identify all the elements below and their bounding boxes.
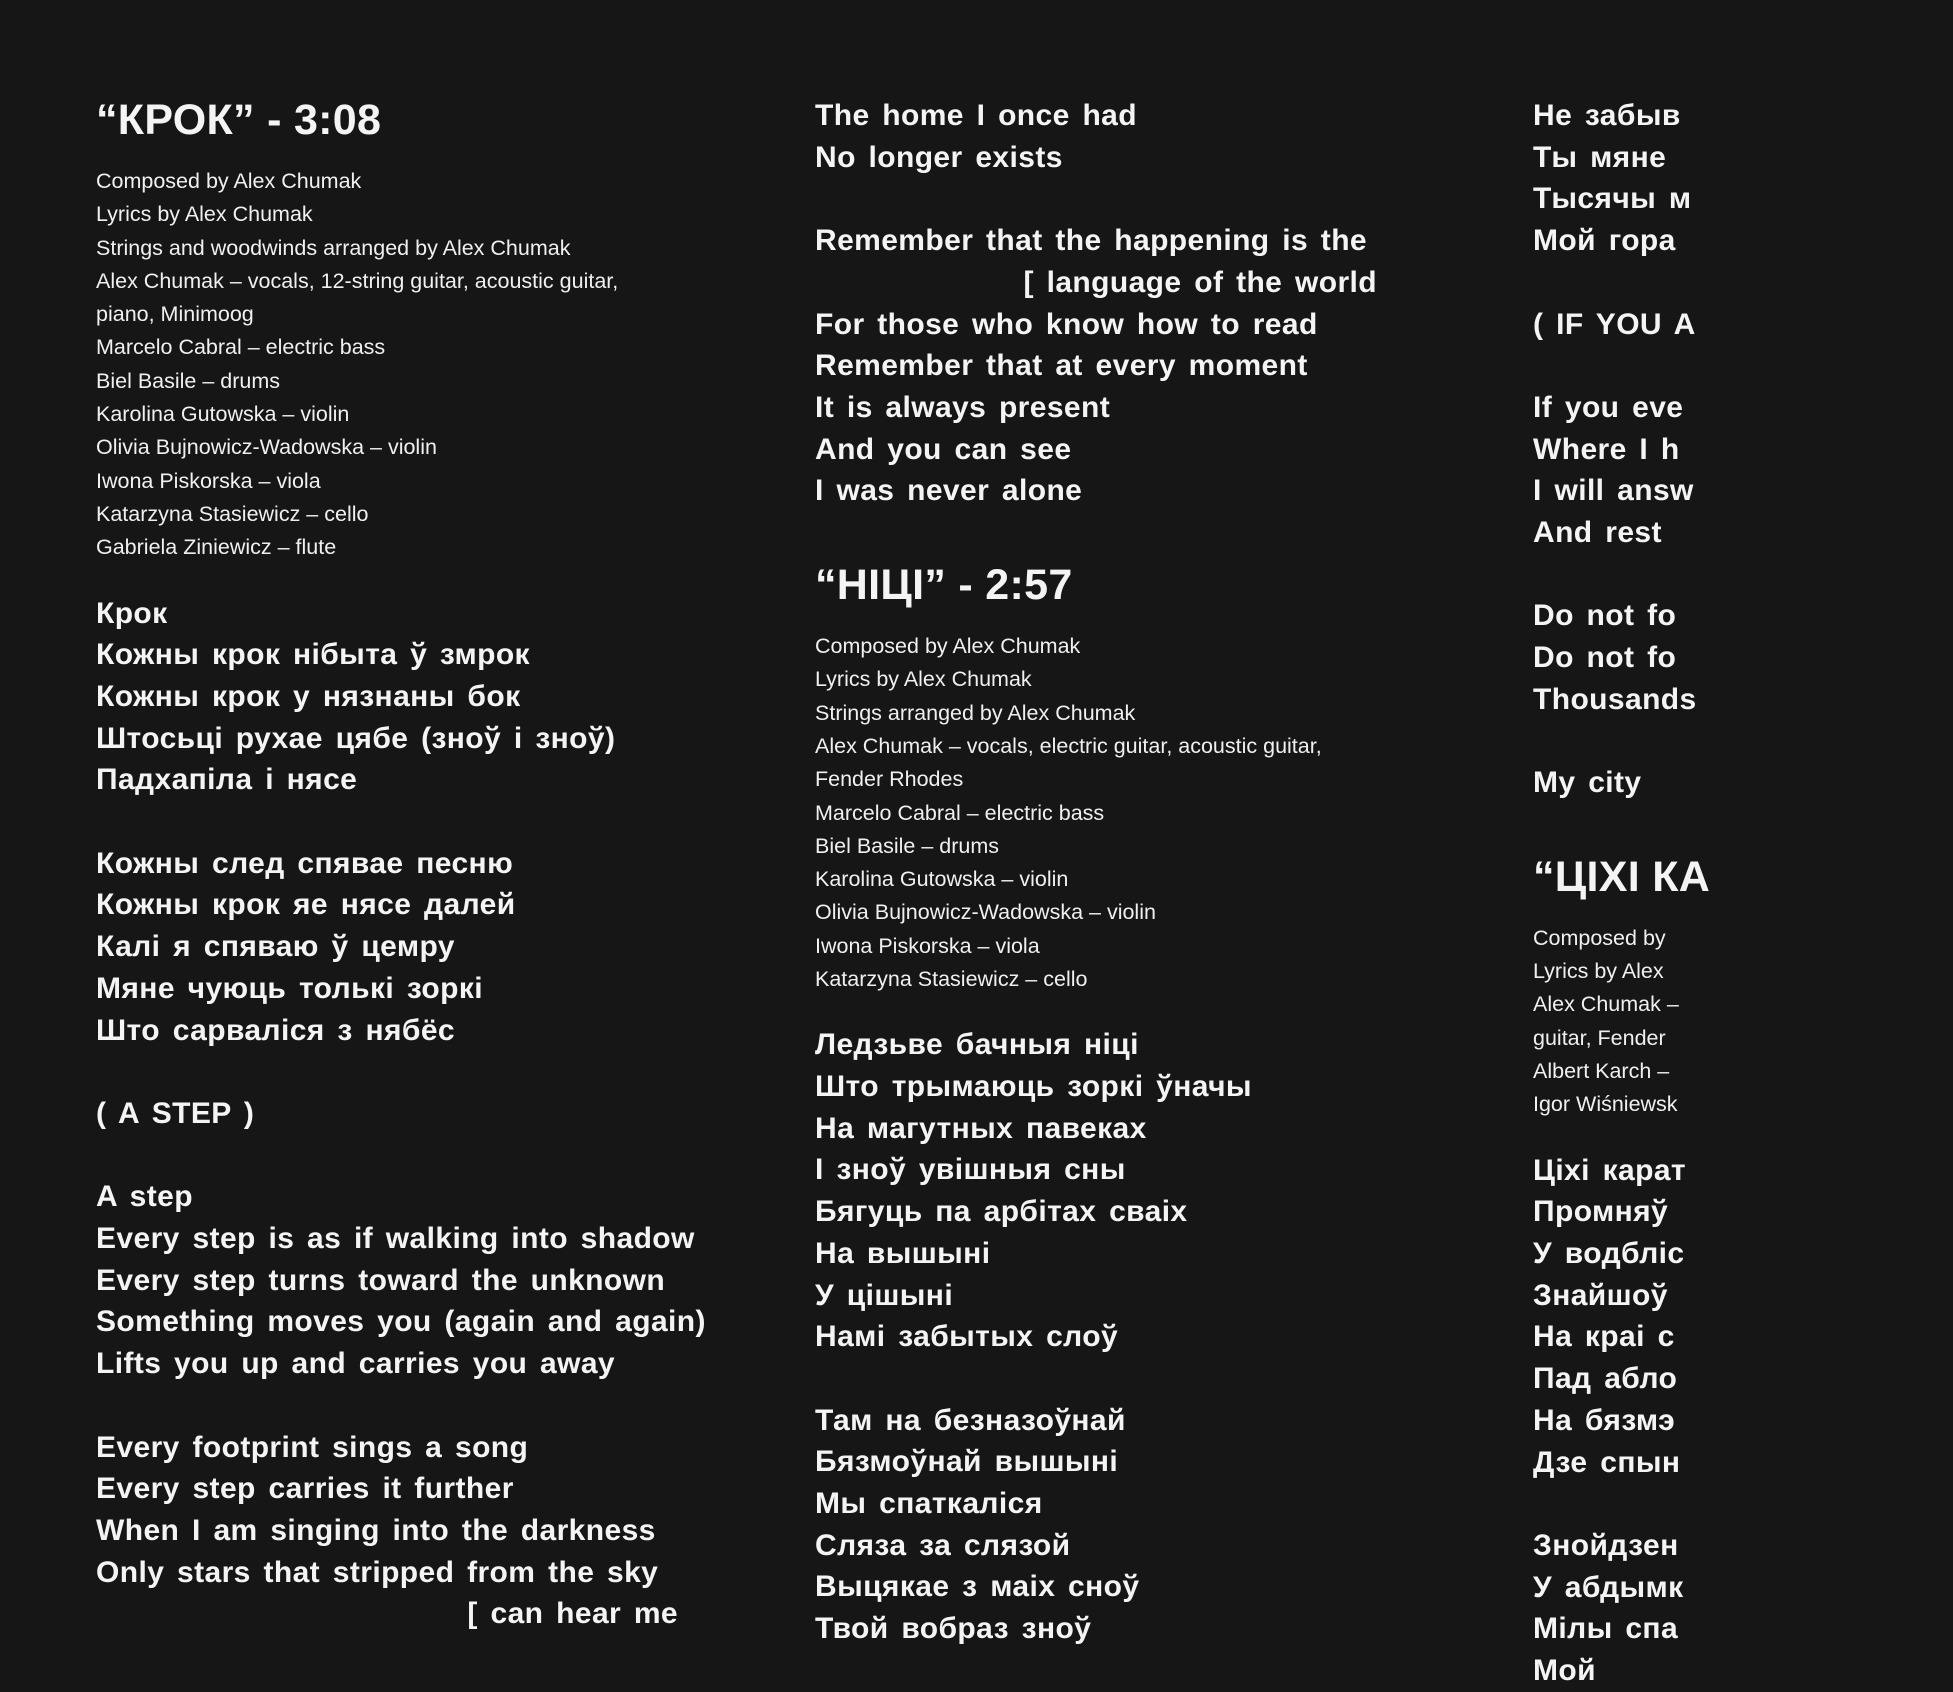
lyrics-stanza — [1533, 762, 1953, 804]
credit-line: piano, Minimoog — [96, 302, 254, 327]
credit-line: Lyrics by Alex Chumak — [96, 202, 313, 227]
lyric-line: Only stars that stripped from the sky — [96, 1555, 659, 1589]
credit-line: Karolina Gutowska – violin — [96, 402, 350, 427]
column-middle — [815, 0, 1395, 1650]
lyrics-stanza — [1533, 595, 1953, 720]
lyric-line: Lifts you up and carries you away — [96, 1347, 616, 1381]
lyric-line: I was never alone — [815, 474, 1083, 508]
credit-line: Biel Basile – drums — [96, 368, 281, 393]
lyrics-stanza — [1533, 1150, 1953, 1484]
lyric-line: And you can see — [815, 432, 1072, 466]
lyric-line: Where I h — [1533, 432, 1680, 466]
credit-line: Alex Chumak – vocals, 12-string guitar, acoustic guitar, — [96, 268, 619, 293]
credit-line: Olivia Bujnowicz-Wadowska – violin — [815, 900, 1156, 925]
lyric-line: На вышыні — [815, 1236, 991, 1270]
lyric-line: Кожны след спявае песню — [96, 846, 514, 880]
lyric-line: Штосьці рухае цябе (зноў і зноў) — [96, 721, 616, 755]
credit-line: Katarzyna Stasiewicz – cello — [815, 966, 1088, 991]
lyric-line: У цішыні — [815, 1278, 954, 1312]
lyric-line: For those who know how to read — [815, 307, 1318, 341]
credits-nitsi — [815, 630, 1395, 996]
lyric-line: Бягуць па арбітах сваіх — [815, 1195, 1188, 1229]
lyric-line: Remember that at every moment — [815, 349, 1308, 383]
credit-line: guitar, Fender — [1533, 1025, 1666, 1050]
column-right — [1533, 0, 1953, 1692]
lyric-line: Мы спаткаліся — [815, 1487, 1043, 1520]
lyric-line: І зноў увішныя сны — [815, 1153, 1126, 1187]
lyric-line: Every footprint sings a song — [96, 1430, 529, 1464]
lyric-line: Не забыв — [1533, 99, 1681, 132]
lyric-line: Ледзьве бачныя ніці — [815, 1028, 1139, 1062]
lyric-line: На краі с — [1533, 1320, 1675, 1354]
lyric-line: Тысячы м — [1533, 182, 1692, 216]
lyric-line: На бязмэ — [1533, 1403, 1676, 1437]
lyric-line: And rest — [1533, 516, 1662, 549]
lyric-line: Дзе спын — [1533, 1445, 1681, 1479]
credit-line: Olivia Bujnowicz-Wadowska – violin — [96, 435, 437, 460]
credit-line: Iwona Piskorska – viola — [815, 933, 1040, 958]
lyric-line: Кожны крок яе нясе далей — [96, 888, 516, 922]
lyric-line: Ты мяне — [1533, 140, 1667, 174]
translation-heading: ( IF YOU A — [1533, 307, 1696, 341]
lyric-line: Мілы спа — [1533, 1612, 1679, 1646]
lyric-line: No longer exists — [815, 140, 1063, 174]
lyric-line: Падхапіла і нясе — [96, 763, 358, 797]
lyric-line: Пад абло — [1533, 1362, 1678, 1396]
lyric-line: Выцякае з маіх сноў — [815, 1570, 1140, 1604]
credit-line: Alex Chumak – vocals, electric guitar, acoustic guitar, — [815, 733, 1322, 758]
lyric-line: Every step turns toward the unknown — [96, 1263, 666, 1297]
lyrics-stanza — [1533, 387, 1953, 554]
lyric-line: A step — [96, 1180, 193, 1214]
credit-line: Marcelo Cabral – electric bass — [815, 800, 1105, 825]
lyric-line: Every step is as if walking into shadow — [96, 1222, 695, 1256]
lyric-line: У водбліс — [1533, 1237, 1685, 1271]
credit-line: Strings and woodwinds arranged by Alex Chumak — [96, 235, 571, 260]
lyrics-stanza — [96, 593, 736, 802]
lyric-line: [ can hear me — [467, 1597, 678, 1631]
lyric-line: У абдымк — [1533, 1570, 1684, 1604]
lyric-line: Remember that the happening is the — [815, 224, 1368, 258]
lyric-line: Кожны крок у нязнаны бок — [96, 679, 521, 713]
lyrics-stanza — [815, 1400, 1395, 1650]
credit-line: Strings arranged by Alex Chumak — [815, 700, 1136, 725]
credit-line: Composed by — [1533, 925, 1666, 950]
credit-line: Albert Karch – — [1533, 1059, 1670, 1084]
lyric-line: Намі забытых слоў — [815, 1320, 1119, 1354]
credit-line: Gabriela Ziniewicz – flute — [96, 535, 337, 560]
song-title-krok: “КРОК” - 3:08 — [96, 96, 382, 144]
credit-line: Fender Rhodes — [815, 767, 964, 792]
credits-tsikhi — [1533, 922, 1953, 1122]
lyric-line: Знойдзен — [1533, 1528, 1679, 1562]
translation-heading: ( A STEP ) — [96, 1096, 255, 1130]
credit-line: Lyrics by Alex Chumak — [815, 667, 1032, 692]
lyric-line: Мяне чуюць толькі зоркі — [96, 971, 484, 1005]
credit-line: Marcelo Cabral – electric bass — [96, 335, 386, 360]
lyric-line: Кожны крок нібыта ў змрок — [96, 638, 530, 672]
lyric-line: I will answ — [1533, 474, 1694, 508]
credit-line: Composed by Alex Chumak — [815, 634, 1081, 659]
lyrics-stanza — [1533, 1525, 1953, 1692]
lyric-line: На магутных павеках — [815, 1111, 1147, 1145]
lyric-line: Калі я спяваю ў цемру — [96, 930, 455, 964]
song-title-nitsi: “НІЦІ” - 2:57 — [815, 561, 1073, 610]
lyric-line: [ language of the world — [1023, 265, 1377, 299]
lyric-line: Ціхі карат — [1533, 1153, 1687, 1187]
credit-line: Lyrics by Alex — [1533, 959, 1664, 984]
credits-krok — [96, 165, 736, 565]
lyric-line: Something moves you (again and again) — [96, 1305, 706, 1339]
credit-line: Iwona Piskorska – viola — [96, 468, 321, 493]
lyrics-stanza — [96, 1176, 736, 1385]
credit-line: Alex Chumak – — [1533, 992, 1679, 1017]
lyric-line: Сляза за слязой — [815, 1528, 1071, 1562]
lyric-line: If you eve — [1533, 390, 1684, 424]
lyric-line: Бязмоўнай вышыні — [815, 1445, 1119, 1479]
lyrics-stanza — [815, 220, 1377, 512]
lyrics-stanza — [96, 843, 736, 1052]
lyric-line: It is always present — [815, 390, 1111, 424]
lyric-line: Промняў — [1533, 1195, 1669, 1229]
lyric-line: When I am singing into the darkness — [96, 1513, 656, 1547]
lyric-line: Мой — [1533, 1654, 1596, 1688]
lyric-line: Крок — [96, 596, 168, 630]
lyrics-stanza — [1533, 95, 1953, 262]
credit-line: Karolina Gutowska – violin — [815, 867, 1069, 892]
lyric-line: Мой гора — [1533, 224, 1676, 258]
lyric-line: The home I once had — [815, 99, 1137, 132]
song-title-tsikhi: “ЦІХІ КА — [1533, 852, 1711, 901]
lyrics-stanza — [96, 1427, 678, 1636]
credit-line: Katarzyna Stasiewicz – cello — [96, 501, 369, 526]
lyric-line: My city — [1533, 766, 1642, 800]
column-left — [96, 0, 736, 1635]
lyric-line: Твой вобраз зноў — [815, 1612, 1092, 1646]
lyric-line: Do not fo — [1533, 641, 1677, 675]
lyric-line: Thousands — [1533, 682, 1697, 716]
lyrics-stanza — [815, 95, 1395, 178]
lyric-line: Што трымаюць зоркі ўначы — [815, 1069, 1252, 1103]
lyric-line: Do not fo — [1533, 599, 1677, 633]
lyric-line: Знайшоў — [1533, 1278, 1668, 1312]
lyrics-stanza — [815, 1024, 1395, 1358]
credit-line: Igor Wiśniewsk — [1533, 1092, 1678, 1117]
credit-line: Biel Basile – drums — [815, 833, 1000, 858]
lyric-line: Там на безназоўнай — [815, 1403, 1126, 1437]
lyric-line: Every step carries it further — [96, 1472, 514, 1506]
credit-line: Composed by Alex Chumak — [96, 169, 362, 193]
lyric-line: Што сарваліся з нябёс — [96, 1013, 455, 1047]
